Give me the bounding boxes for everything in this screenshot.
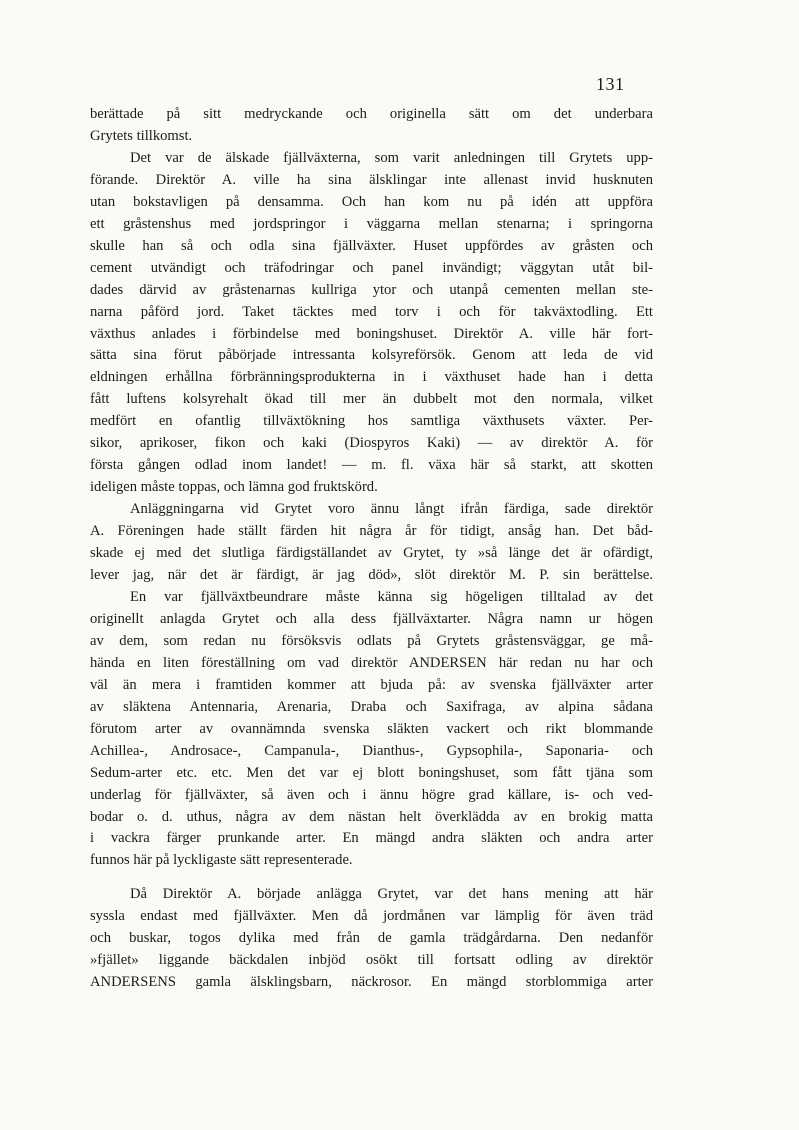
text-line: växthus anlades i förbindelse med boningshuset. Direktör A. ville här fort- — [90, 325, 653, 342]
text-line: A. Föreningen hade ställt färden hit några år för tidigt, ansåg han. Det båd- — [90, 523, 653, 540]
text-line: sikor, aprikoser, fikon och kaki (Diospyros Kaki) — av direktör A. för — [90, 435, 653, 452]
text-line: Då Direktör A. började anlägga Grytet, var det hans mening att här — [130, 886, 653, 903]
text-line: bodar o. d. uthus, några av dem nästan helt överklädda av en brokig matta — [90, 808, 653, 825]
text-line: sätta sina förut påbörjade intressanta kolsyreförsök. Genom att leda de vid — [90, 347, 653, 364]
page-number: 131 — [596, 74, 625, 94]
text-line: första gången odlad inom landet! — m. fl. växa här så starkt, att skotten — [90, 457, 653, 474]
text-line: eldningen erhållna förbränningsprodukterna in i växthuset hade han i detta — [90, 369, 653, 386]
text-line: förutom arter av ovannämnda svenska släkten vackert och rikt blommande — [90, 720, 653, 737]
text-line: skade ej med det slutliga färdigställandet av Grytet, ty »så länge det är ofärdigt, — [90, 545, 653, 562]
text-line: funnos här på lyckligaste sätt representerade. — [90, 852, 353, 869]
text-line: skulle han så och odla sina fjällväxter. Huset uppfördes av gråsten och — [90, 237, 653, 254]
text-line: medfört en ofantlig tillväxtökning hos samtliga växthusets växter. Per- — [90, 413, 653, 430]
text-line: ett gråstenshus med jordspringor i väggarna mellan stenarna; i springorna — [90, 215, 653, 232]
body-text — [90, 104, 653, 994]
text-line: narna påförd jord. Taket täcktes med torv i och för takväxtodling. Ett — [90, 303, 653, 320]
text-line: lever jag, när det är färdigt, är jag död», slöt direktör M. P. sin berättelse. — [90, 567, 653, 584]
text-line: Grytets tillkomst. — [90, 127, 193, 144]
text-line: fått luftens kolsyrehalt ökad till mer än dubbelt mot den normala, vilket — [90, 391, 653, 408]
text-line: i vackra färger prunkande arter. En mängd andra släkten och andra arter — [90, 830, 653, 847]
text-line: En var fjällväxtbeundrare måste känna sig högeligen tilltalad av det — [130, 588, 653, 605]
text-line: cement utvändigt och träfodringar och panel invändigt; väggytan utåt bil- — [90, 259, 653, 276]
text-line: Anläggningarna vid Grytet voro ännu långt ifrån färdiga, sade direktör — [130, 501, 653, 518]
text-line: underlag för fjällväxter, så även och i ännu högre grad källare, is- och ved- — [90, 786, 653, 803]
text-line: och buskar, togos dylika med från de gamla trädgårdarna. Den nedanför — [90, 930, 653, 947]
text-line: ANDERSENS gamla älsklingsbarn, näckrosor. En mängd storblommiga arter — [90, 974, 653, 991]
text-line: Det var de älskade fjällväxterna, som varit anledningen till Grytets upp- — [130, 149, 653, 166]
text-line: utan bokstavligen på densamma. Och han kom nu på idén att uppföra — [90, 193, 653, 210]
text-line: syssla endast med fjällväxter. Men då jordmånen var lämplig för även träd — [90, 908, 653, 925]
text-line: berättade på sitt medryckande och originella sätt om det underbara — [90, 106, 653, 122]
text-line: Sedum-arter etc. etc. Men det var ej blott boningshuset, som fått tjäna som — [90, 764, 653, 781]
text-line: av släktena Antennaria, Arenaria, Draba och Saxifraga, av alpina sådana — [90, 698, 653, 715]
text-line: hända en liten föreställning om vad direktör ANDERSEN här redan nu har och — [90, 654, 653, 671]
text-line: ideligen måste toppas, och lämna god fruktskörd. — [90, 479, 378, 496]
text-line: originellt anlagda Grytet och alla dess fjällväxtarter. Några namn ur högen — [90, 610, 653, 627]
text-line: Achillea-, Androsace-, Campanula-, Dianthus-, Gypsophila-, Saponaria- och — [90, 742, 653, 759]
text-line: av dem, som redan nu försöksvis odlats på Grytets gråstensväggar, ge må- — [90, 632, 653, 649]
text-line: förande. Direktör A. ville ha sina älsklingar inte allenast invid husknuten — [90, 171, 653, 188]
text-line: väl än mera i framtiden kommer att bjuda på: av svenska fjällväxter arter — [90, 676, 653, 693]
text-line: dades därvid av gråstenarnas kullriga ytor och utanpå cementen mellan ste- — [90, 281, 653, 298]
text-line: »fjället» liggande bäckdalen inbjöd osökt till fortsatt odling av direktör — [90, 952, 653, 969]
